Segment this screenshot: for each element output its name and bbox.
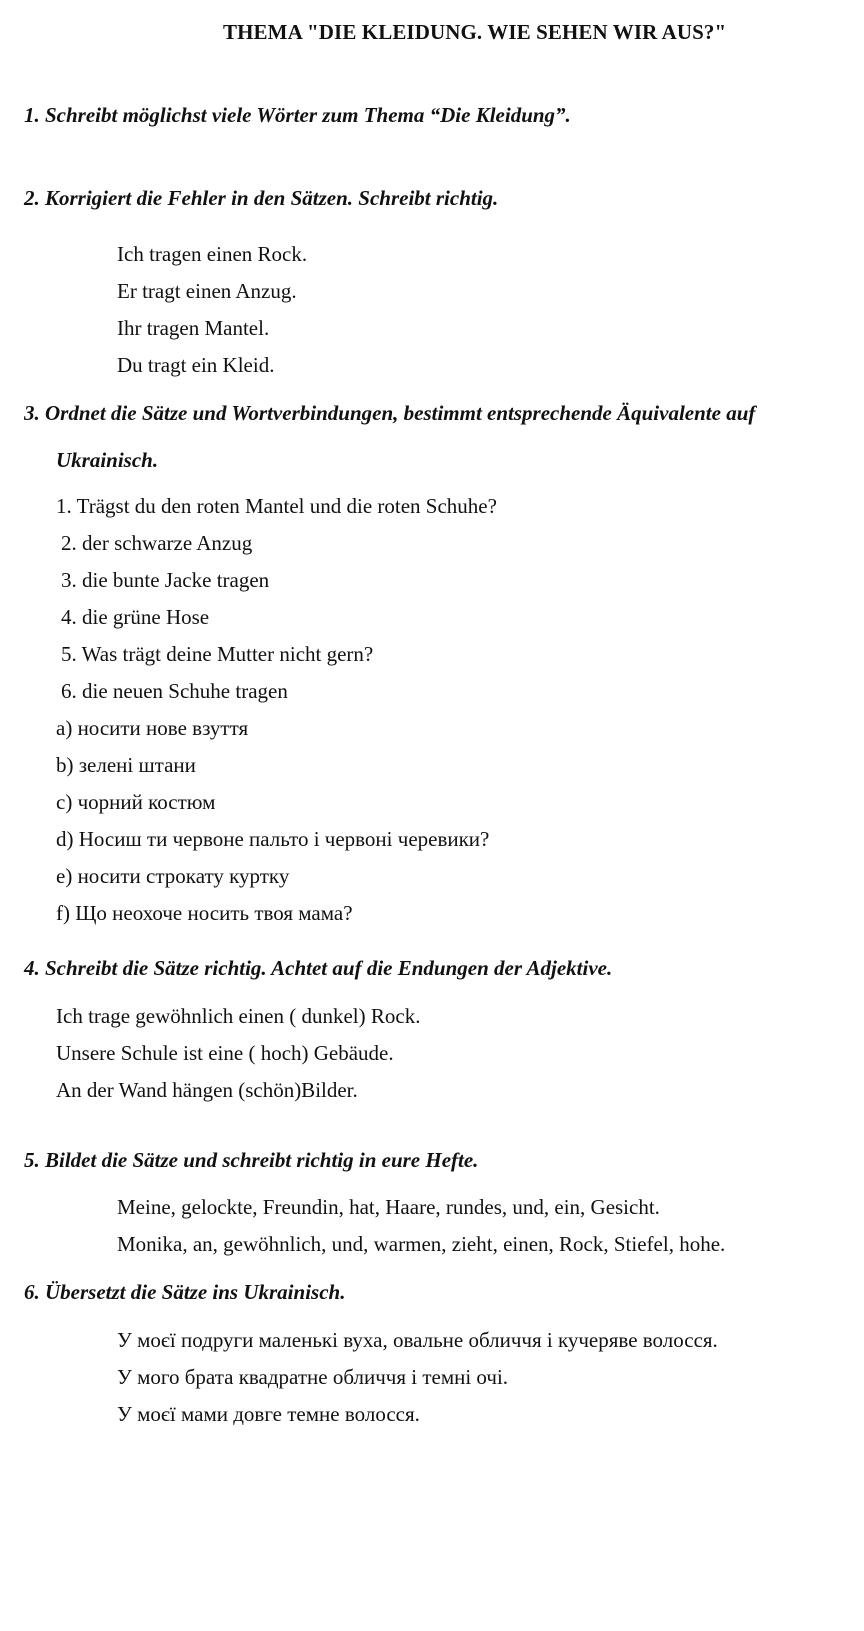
task-4-line: An der Wand hängen (schön)Bilder.: [56, 1078, 358, 1102]
task-6-line: У моєї подруги маленькі вуха, овальне обличчя і кучеряве волосся.: [117, 1328, 718, 1352]
task-3-numbered-item: 2. der schwarze Anzug: [61, 531, 253, 555]
task-3-lettered-item: b) зелені штани: [56, 753, 196, 777]
task-3-numbered-item: 4. die grüne Hose: [61, 605, 210, 629]
page-title: THEMA "DIE KLEIDUNG. WIE SEHEN WIR AUS?": [223, 20, 727, 44]
task-3-lettered-item: d) Носиш ти червоне пальто і червоні черевики?: [56, 827, 490, 851]
task-2-line: Du tragt ein Kleid.: [117, 353, 275, 377]
task-2-line: Er tragt einen Anzug.: [117, 279, 297, 303]
task-4-line: Unsere Schule ist eine ( hoch) Gebäude.: [56, 1041, 394, 1065]
task-5-heading: 5. Bildet die Sätze und schreibt richtig in eure Hefte.: [24, 1148, 479, 1172]
task-3-numbered-item: 5. Was trägt deine Mutter nicht gern?: [61, 642, 374, 666]
task-1-heading: 1. Schreibt möglichst viele Wörter zum Thema “Die Kleidung”.: [24, 103, 571, 127]
task-6-line: У моєї мами довге темне волосся.: [117, 1402, 420, 1426]
task-3-heading: 3. Ordnet die Sätze und Wortverbindungen, bestimmt entsprechende Äquivalente auf: [24, 401, 756, 425]
task-5-line: Monika, an, gewöhnlich, und, warmen, zieht, einen, Rock, Stiefel, hohe.: [117, 1232, 726, 1256]
task-3-heading-continued: Ukrainisch.: [56, 448, 159, 472]
task-2-line: Ich tragen einen Rock.: [117, 242, 308, 266]
task-5-line: Meine, gelockte, Freundin, hat, Haare, rundes, und, ein, Gesicht.: [117, 1195, 660, 1219]
task-2-heading: 2. Korrigiert die Fehler in den Sätzen. Schreibt richtig.: [24, 186, 499, 210]
task-6-heading: 6. Übersetzt die Sätze ins Ukrainisch.: [24, 1280, 346, 1304]
task-3-numbered-item: 6. die neuen Schuhe tragen: [61, 679, 288, 703]
task-3-lettered-item: a) носити нове взуття: [56, 716, 249, 740]
task-2-line: Ihr tragen Mantel.: [117, 316, 270, 340]
task-3-numbered-item: 3. die bunte Jacke tragen: [61, 568, 270, 592]
task-3-lettered-item: f) Що неохоче носить твоя мама?: [56, 901, 353, 925]
task-3-lettered-item: c) чорний костюм: [56, 790, 216, 814]
task-3-numbered-item: 1. Trägst du den roten Mantel und die roten Schuhe?: [56, 494, 497, 518]
task-4-line: Ich trage gewöhnlich einen ( dunkel) Rock.: [56, 1004, 421, 1028]
task-3-lettered-item: e) носити строкату куртку: [56, 864, 290, 888]
task-4-heading: 4. Schreibt die Sätze richtig. Achtet auf die Endungen der Adjektive.: [24, 956, 613, 980]
task-6-line: У мого брата квадратне обличчя і темні очі.: [117, 1365, 509, 1389]
